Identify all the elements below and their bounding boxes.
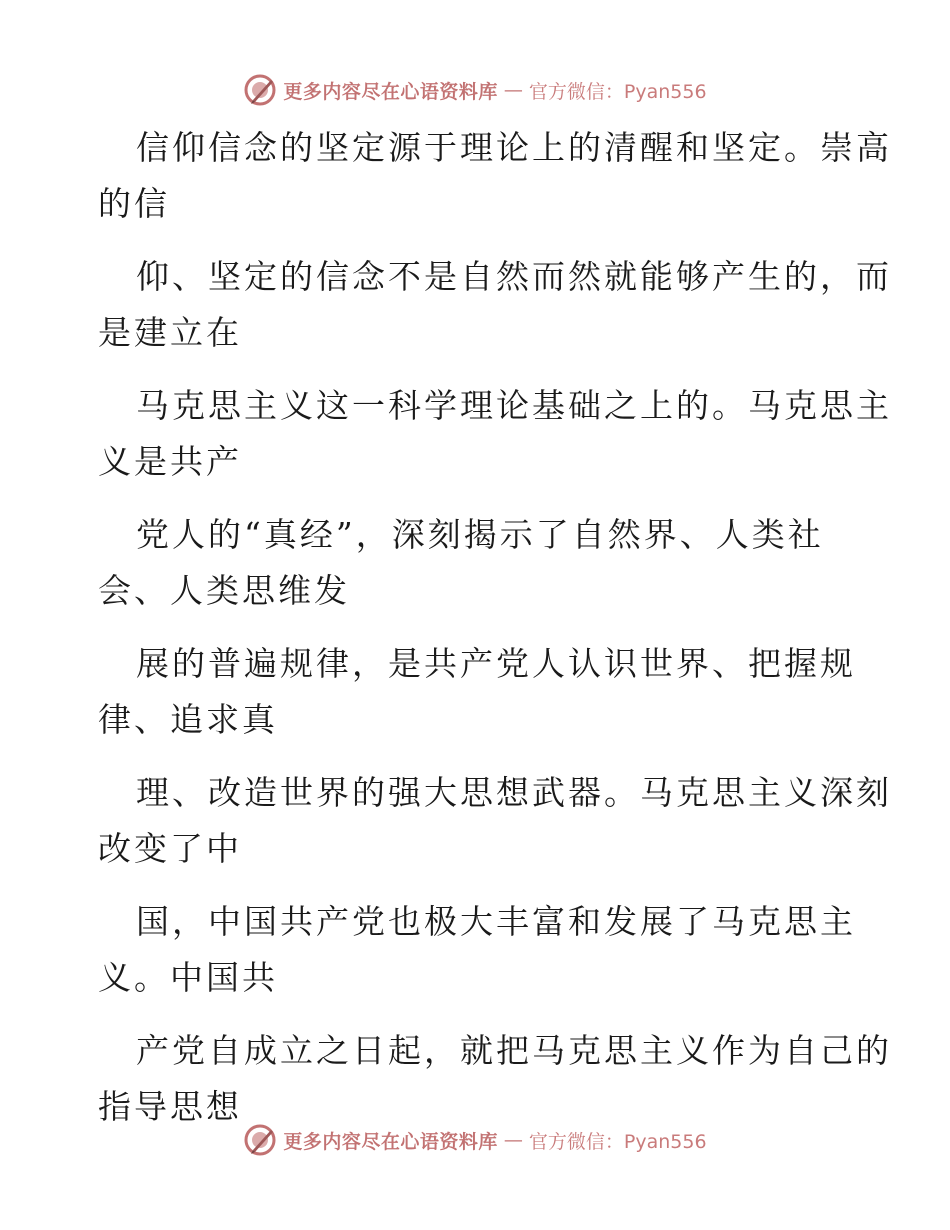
document-body	[98, 120, 892, 1152]
paragraph-line: 是建立在	[98, 313, 242, 352]
watermark-separator: —	[503, 79, 523, 101]
pen-logo-icon	[243, 1123, 277, 1157]
paragraph-line: 马克思主义这一科学理论基础之上的。马克思主	[136, 386, 892, 425]
paragraph-line: 国，中国共产党也极大丰富和发展了马克思主	[136, 902, 856, 941]
header-watermark	[0, 70, 950, 110]
paragraph-8	[98, 1023, 892, 1135]
paragraph-3	[98, 378, 892, 490]
watermark-separator: —	[503, 1129, 523, 1151]
watermark-contact: 官方微信：Pyan556	[528, 1130, 707, 1153]
paragraph-7	[98, 894, 858, 1006]
paragraph-line: 义是共产	[98, 442, 242, 481]
paragraph-line: 仰、坚定的信念不是自然而然就能够产生的，而	[136, 257, 892, 296]
pen-logo-icon	[243, 73, 277, 107]
paragraph-line: 党人的“真经”，深刻揭示了自然界、人类社	[136, 515, 824, 554]
paragraph-5	[98, 636, 858, 748]
paragraph-line: 义。中国共	[98, 958, 278, 997]
footer-watermark	[0, 1120, 950, 1160]
paragraph-line: 理、改造世界的强大思想武器。马克思主义深刻	[136, 773, 892, 812]
watermark-contact: 官方微信：Pyan556	[528, 80, 707, 103]
paragraph-line: 会、人类思维发	[98, 571, 350, 610]
paragraph-line: 信仰信念的坚定源于理论上的清醒和坚定。崇高	[136, 128, 892, 167]
paragraph-line: 律、追求真	[98, 700, 278, 739]
paragraph-line: 的信	[98, 184, 170, 223]
paragraph-6	[98, 765, 892, 877]
watermark-site: 更多内容尽在心语资料库	[283, 1130, 498, 1153]
paragraph-1	[98, 120, 892, 232]
paragraph-line: 产党自成立之日起，就把马克思主义作为自己的	[136, 1031, 892, 1070]
paragraph-2	[98, 249, 892, 361]
paragraph-line: 指导思想	[98, 1087, 242, 1126]
paragraph-line: 展的普遍规律，是共产党人认识世界、把握规	[136, 644, 856, 683]
paragraph-line: 改变了中	[98, 829, 242, 868]
watermark-site: 更多内容尽在心语资料库	[283, 80, 498, 103]
paragraph-4	[98, 507, 858, 619]
